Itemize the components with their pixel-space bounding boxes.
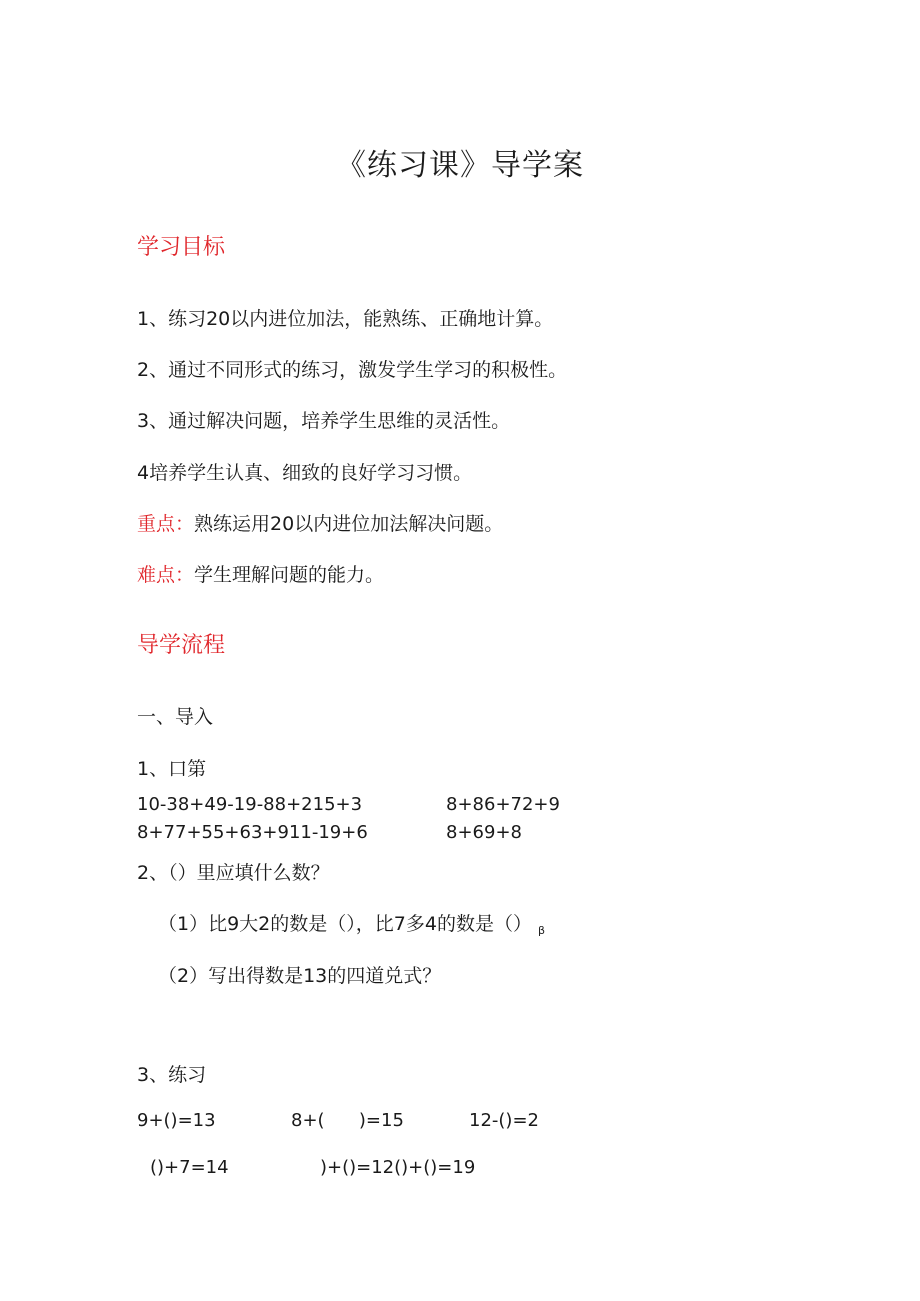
fill-question-1	[158, 915, 545, 936]
goal-item-2: 2、通过不同形式的练习，激发学生学习的积极性。	[137, 359, 568, 381]
intro-heading: 一、导入	[137, 706, 214, 728]
difficulty-line	[137, 566, 384, 585]
goal-item-1: 1、练习20以内进位加法，能熟练、正确地计算。	[137, 308, 554, 330]
difficulty-label: 难点：	[137, 564, 195, 586]
difficulty-text: 学生理解问题的能力。	[194, 564, 385, 586]
oral-calc-label: 1、口第	[137, 758, 207, 780]
practice-row2-b: )+()=12()+()=19	[320, 1157, 476, 1178]
page-title: 《练习课》导学案	[336, 148, 584, 183]
key-point-text: 熟练运用20以内进位加法解决问题。	[194, 513, 504, 535]
fill-question-1-text: （1）比9大2的数是（），比7多4的数是（）	[158, 913, 532, 935]
goal-item-4: 4培养学生认真、细致的良好学习习惯。	[137, 462, 473, 484]
practice-row1-b: 8+( )=15	[291, 1110, 404, 1131]
fill-label: 2、（）里应填什么数？	[137, 862, 330, 884]
section-heading-process: 导学流程	[137, 633, 226, 658]
fill-question-2: （2）写出得数是13的四道兑式？	[158, 965, 442, 987]
oral-row2-left: 8+77+55+63+911-19+6	[137, 822, 368, 843]
practice-label: 3、练习	[137, 1064, 207, 1086]
oral-row2-right: 8+69+8	[446, 822, 522, 843]
goal-item-3: 3、通过解决问题，培养学生思维的灵活性。	[137, 410, 511, 432]
section-heading-goals: 学习目标	[137, 235, 226, 260]
practice-row1-a: 9+()=13	[137, 1110, 216, 1131]
oral-row1-left: 10-38+49-19-88+215+3	[137, 794, 363, 815]
beta-mark: β	[537, 924, 545, 937]
practice-row2-a: ()+7=14	[150, 1157, 229, 1178]
practice-row1-c: 12-()=2	[469, 1110, 539, 1131]
oral-row1-right: 8+86+72+9	[446, 794, 560, 815]
key-point-label: 重点：	[137, 513, 195, 535]
key-point-line	[137, 515, 503, 534]
